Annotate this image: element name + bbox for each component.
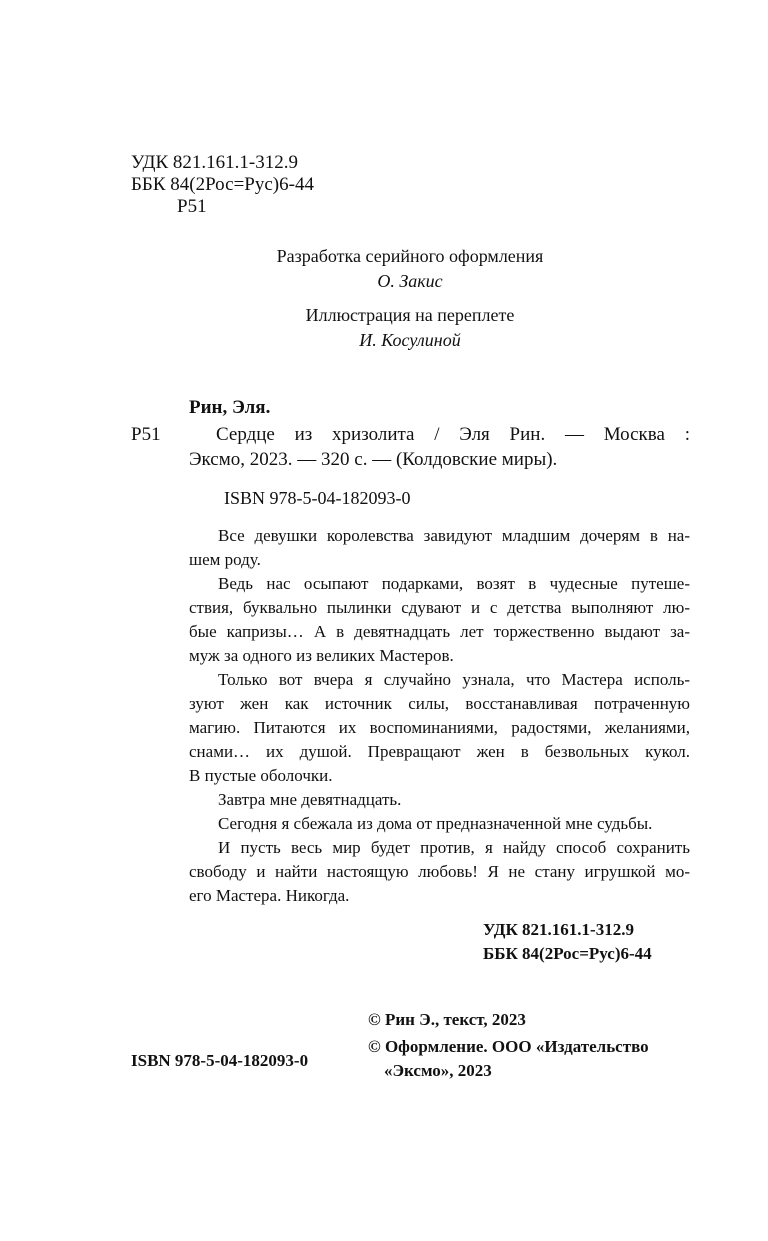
bib-line: Сердце из хризолита / Эля Рин. — Москва :: [216, 424, 690, 445]
credit-role: Иллюстрация на переплете: [305, 305, 515, 325]
annotation-line: Ведь нас осыпают подарками, возят в чудесные путеше-: [218, 574, 690, 593]
annotation-line: магию. Питаются их воспоминаниями, радостями, желаниями,: [189, 718, 690, 737]
copyright-design: © Оформление. ООО «Издательство: [368, 1037, 649, 1056]
credit-name: И. Косулиной: [359, 330, 461, 350]
bottom-codes: [483, 918, 652, 966]
bbk-code: ББК 84(2Рос=Рус)6-44: [131, 174, 314, 195]
copyright-text: © Рин Э., текст, 2023: [368, 1010, 526, 1029]
author-sign: Р51: [177, 196, 207, 217]
annotation: [189, 524, 690, 908]
bib-sign: Р51: [131, 424, 161, 445]
bib-author: Рин, Эля.: [189, 397, 271, 418]
annotation-line: его Мастера. Никогда.: [189, 886, 350, 905]
annotation-line: Все девушки королевства завидуют младшим дочерям в на-: [218, 526, 690, 545]
annotation-line: бые капризы… А в девятнадцать лет торжественно выдают за-: [189, 622, 690, 641]
annotation-line: Только вот вчера я случайно узнала, что Мастера исполь-: [218, 670, 690, 689]
annotation-line: зуют жен как источник силы, восстанавливая потраченную: [189, 694, 690, 713]
annotation-line: снами… их душой. Превращают жен в безвольных кукол.: [189, 742, 690, 761]
annotation-line: муж за одного из великих Мастеров.: [189, 646, 454, 665]
annotation-line: Завтра мне девятнадцать.: [218, 790, 402, 809]
udk-code: УДК 821.161.1-312.9: [131, 152, 298, 173]
credit-role: Разработка серийного оформления: [276, 246, 544, 266]
annotation-line: свободу и найти настоящую любовь! Я не стану игрушкой мо-: [189, 862, 690, 881]
credit-name: О. Закис: [377, 271, 443, 291]
annotation-line: И пусть весь мир будет против, я найду способ сохранить: [218, 838, 690, 857]
copyright-block: [368, 1008, 649, 1083]
bib-line: Эксмо, 2023. — 320 с. — (Колдовские миры).: [189, 449, 558, 470]
copyright-design: «Эксмо», 2023: [384, 1061, 492, 1080]
credits-block: [0, 244, 768, 352]
annotation-line: ствия, буквально пылинки сдувают и с детства выполняют лю-: [189, 598, 690, 617]
annotation-line: Сегодня я сбежала из дома от предназначенной мне судьбы.: [218, 814, 653, 833]
bbk-code: ББК 84(2Рос=Рус)6-44: [483, 944, 652, 963]
annotation-line: В пустые оболочки.: [189, 766, 333, 785]
top-codes: [131, 151, 314, 219]
udk-code: УДК 821.161.1-312.9: [483, 920, 634, 939]
annotation-line: шем роду.: [189, 550, 261, 569]
bib-isbn: ISBN 978-5-04-182093-0: [224, 488, 411, 508]
bib-description: [189, 423, 690, 472]
isbn-bottom: ISBN 978-5-04-182093-0: [131, 1051, 309, 1070]
